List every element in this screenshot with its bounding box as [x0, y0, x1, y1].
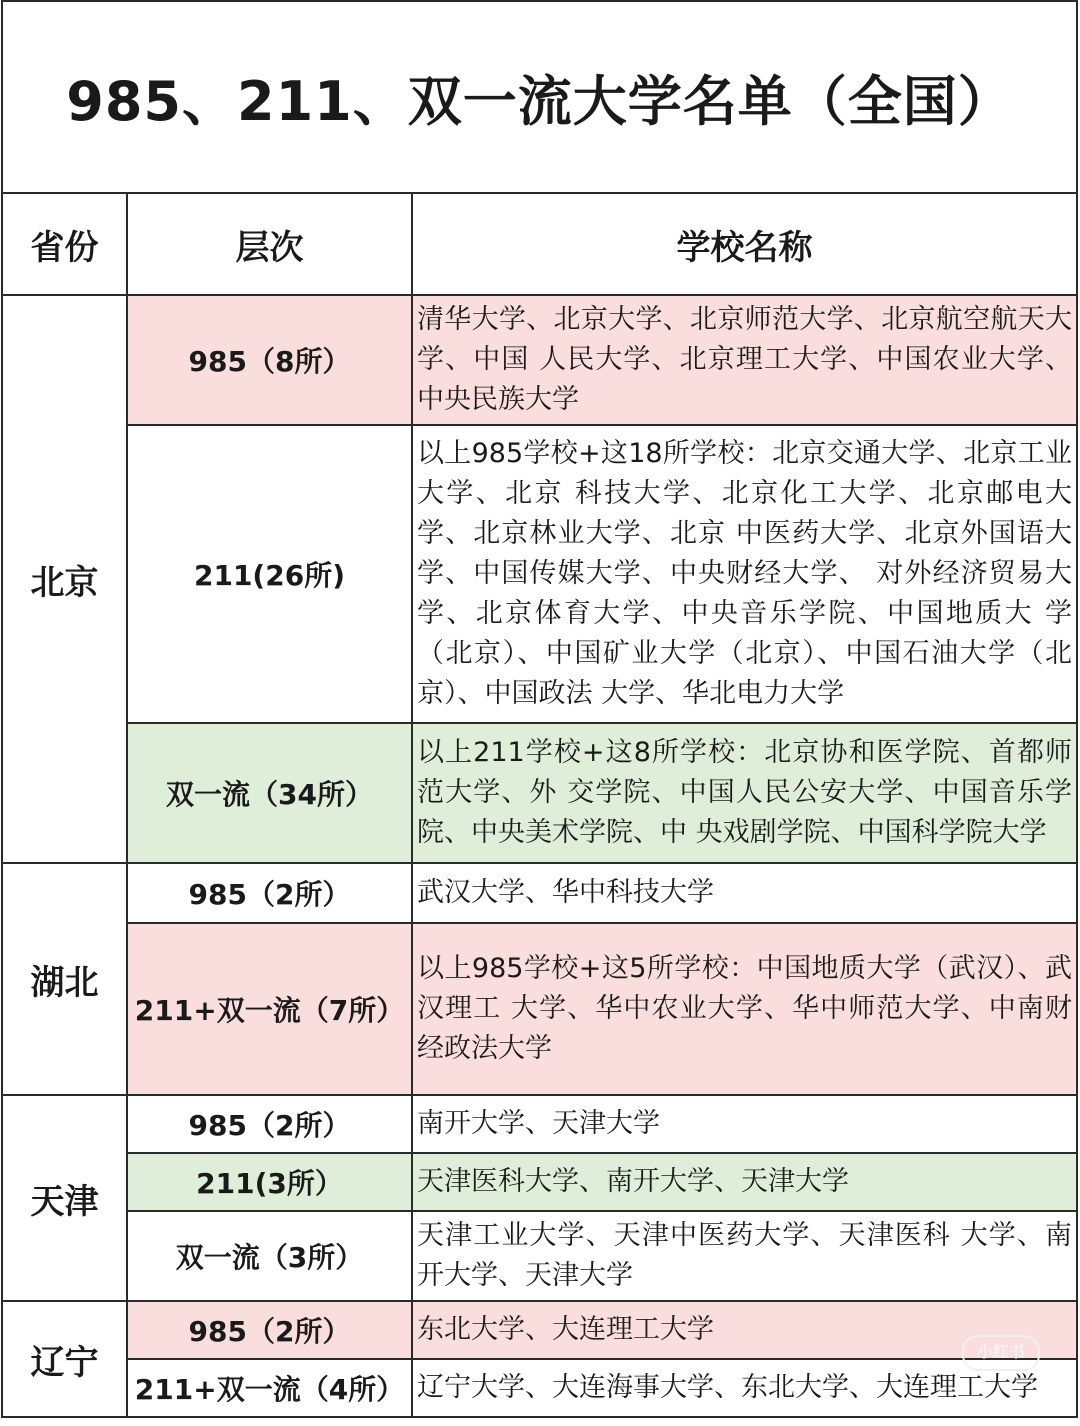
table-row	[2, 1359, 1077, 1417]
schools-cell: 东北大学、大连理工大学	[412, 1301, 1077, 1359]
university-table	[1, 0, 1078, 1418]
level-cell: 211+双一流（7所）	[127, 923, 412, 1095]
schools-cell: 辽宁大学、大连海事大学、东北大学、大连理工大学	[412, 1359, 1077, 1417]
table-row	[2, 295, 1077, 425]
page-title: 985、211、双一流大学名单（全国）	[2, 1, 1077, 193]
table-row	[2, 923, 1077, 1095]
watermark-logo-icon: 小红书	[962, 1335, 1040, 1371]
table-row	[2, 1211, 1077, 1301]
schools-cell: 以上985学校+这5所学校：中国地质大学（武汉）、武汉理工 大学、华中农业大学、华中师范大学、中南财经政法大学	[412, 923, 1077, 1095]
table-row	[2, 863, 1077, 923]
header-row	[2, 193, 1077, 295]
province-beijing: 北京	[2, 295, 127, 863]
level-cell: 双一流（34所）	[127, 723, 412, 863]
schools-cell: 武汉大学、华中科技大学	[412, 863, 1077, 923]
schools-cell: 清华大学、北京大学、北京师范大学、北京航空航天大学、中国 人民大学、北京理工大学、中国农业大学、中央民族大学	[412, 295, 1077, 425]
table-row	[2, 425, 1077, 723]
province-tianjin: 天津	[2, 1095, 127, 1301]
header-level: 层次	[127, 193, 412, 295]
level-cell: 985（2所）	[127, 863, 412, 923]
table-row	[2, 1301, 1077, 1359]
schools-cell: 天津工业大学、天津中医药大学、天津医科 大学、南开大学、天津大学	[412, 1211, 1077, 1301]
province-hubei: 湖北	[2, 863, 127, 1095]
schools-cell: 以上211学校+这8所学校：北京协和医学院、首都师范大学、外 交学院、中国人民公安大学、中国音乐学院、中央美术学院、中 央戏剧学院、中国科学院大学	[412, 723, 1077, 863]
table-row	[2, 723, 1077, 863]
level-cell: 双一流（3所）	[127, 1211, 412, 1301]
title-row	[2, 1, 1077, 193]
table-row	[2, 1153, 1077, 1211]
level-cell: 985（2所）	[127, 1301, 412, 1359]
level-cell: 985（8所）	[127, 295, 412, 425]
level-cell: 985（2所）	[127, 1095, 412, 1153]
table-row	[2, 1095, 1077, 1153]
schools-cell: 天津医科大学、南开大学、天津大学	[412, 1153, 1077, 1211]
schools-cell: 以上985学校+这18所学校：北京交通大学、北京工业大学、北京 科技大学、北京化工大学、北京邮电大学、北京林业大学、北京 中医药大学、北京外国语大学、中国传媒大学、中央财经大学、 对外经济贸易大学、北京体育大学、中央音乐学院、中国地质大 学（北京）、中国矿业大学（北京）、中国石油大学（北京）、中国政法 大学、华北电力大学	[412, 425, 1077, 723]
level-cell: 211(3所）	[127, 1153, 412, 1211]
province-liaoning: 辽宁	[2, 1301, 127, 1417]
level-cell: 211(26所)	[127, 425, 412, 723]
level-cell: 211+双一流（4所）	[127, 1359, 412, 1417]
header-province: 省份	[2, 193, 127, 295]
schools-cell: 南开大学、天津大学	[412, 1095, 1077, 1153]
university-list-sheet	[1, 0, 1076, 1418]
header-schools: 学校名称	[412, 193, 1077, 295]
